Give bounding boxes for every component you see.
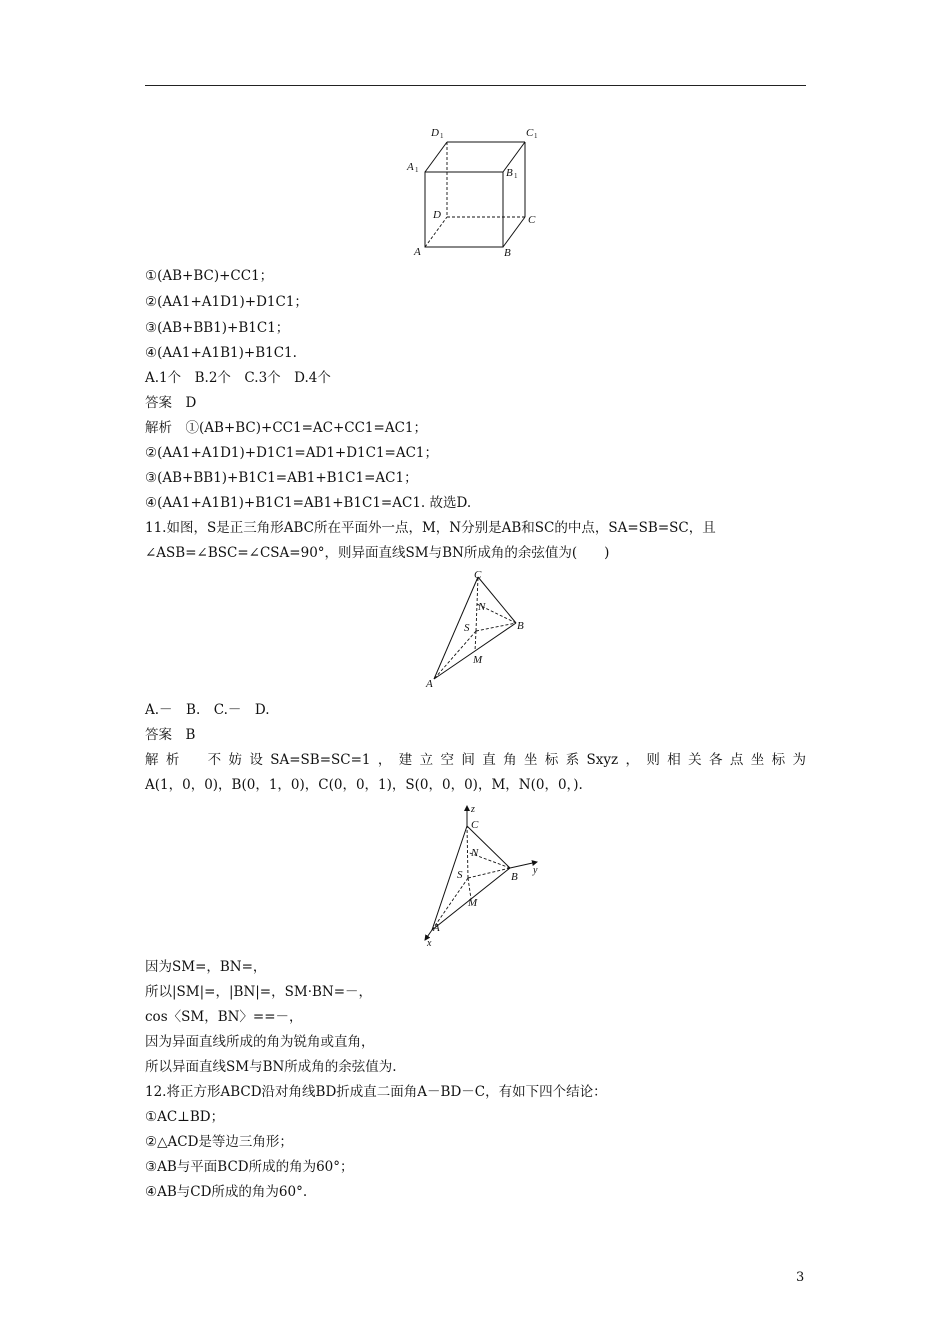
axes-figure bbox=[415, 800, 545, 948]
label-C1-sub: 1 bbox=[534, 132, 538, 140]
axis-label-x: x bbox=[427, 938, 432, 948]
label-C: C bbox=[528, 214, 536, 226]
label-C: C bbox=[471, 819, 479, 831]
text-line: 所以异面直线SM与BN所成角的余弦值为. bbox=[145, 1059, 397, 1075]
label-N: N bbox=[478, 601, 486, 613]
text-line: ①AC⊥BD； bbox=[145, 1109, 225, 1125]
text-line: cos〈SM，BN〉==－， bbox=[145, 1009, 303, 1025]
text-line: ②△ACD是等边三角形； bbox=[145, 1134, 293, 1150]
text-line: 解析 ①(AB+BC)+CC1=AC+CC1=AC1； bbox=[145, 420, 428, 436]
text-line: 答案 D bbox=[145, 395, 197, 411]
label-N: N bbox=[471, 847, 479, 859]
text-line: 因为异面直线所成的角为锐角或直角， bbox=[145, 1034, 375, 1050]
label-M: M bbox=[468, 897, 478, 909]
label-B: B bbox=[517, 620, 524, 632]
text-line: 11.如图，S是正三角形ABC所在平面外一点，M，N分别是AB和SC的中点，SA=SB=SC，且 bbox=[145, 520, 716, 536]
label-A1: A bbox=[407, 161, 414, 173]
label-B: B bbox=[504, 247, 511, 259]
text-line: ④AB与CD所成的角为60°. bbox=[145, 1184, 308, 1200]
text-line: 12.将正方形ABCD沿对角线BD折成直二面角A－BD－C，有如下四个结论： bbox=[145, 1084, 607, 1100]
label-D: D bbox=[433, 209, 441, 221]
cube-figure bbox=[405, 122, 555, 262]
text-line: ②(AA1+A1D1)+D1C1； bbox=[145, 294, 308, 310]
pyramid-figure bbox=[420, 565, 535, 690]
label-B1-sub: 1 bbox=[514, 172, 518, 180]
text-line: ①(AB+BC)+CC1； bbox=[145, 268, 274, 284]
text-line: A.1个 B.2个 C.3个 D.4个 bbox=[145, 370, 331, 386]
label-B1: B bbox=[506, 167, 513, 179]
text-line: ③AB与平面BCD所成的角为60°； bbox=[145, 1159, 354, 1175]
label-A1-sub: 1 bbox=[415, 166, 419, 174]
page-number: 3 bbox=[796, 1270, 805, 1285]
text-line: ④(AA1+A1B1)+B1C1=AB1+B1C1=AC1. 故选D. bbox=[145, 495, 472, 511]
label-S: S bbox=[464, 622, 470, 634]
label-D1-sub: 1 bbox=[440, 132, 444, 140]
text-line: 答案 B bbox=[145, 727, 196, 743]
text-line: ③(AB+BB1)+B1C1； bbox=[145, 320, 290, 336]
label-C: C bbox=[474, 569, 482, 581]
label-A: A bbox=[426, 678, 433, 690]
text-line: ②(AA1+A1D1)+D1C1=AD1+D1C1=AC1； bbox=[145, 445, 439, 461]
label-A: A bbox=[433, 922, 440, 934]
label-D1: D bbox=[431, 127, 439, 139]
text-line: 解析 不妨设SA=SB=SC=1，建立空间直角坐标系Sxyz，则相关各点坐标为 bbox=[145, 752, 806, 768]
text-line: A(1，0，0)，B(0，1，0)，C(0，0，1)，S(0，0，0)，M，N(0，0，). bbox=[145, 777, 583, 793]
text-line: 所以|SM|=，|BN|=，SM·BN=－， bbox=[145, 984, 373, 1000]
axis-label-z: z bbox=[471, 804, 475, 815]
label-M: M bbox=[473, 654, 483, 666]
label-A: A bbox=[414, 246, 421, 258]
text-line: ③(AB+BB1)+B1C1=AB1+B1C1=AC1； bbox=[145, 470, 418, 486]
text-line: 因为SM=，BN=， bbox=[145, 959, 267, 975]
label-C1: C bbox=[526, 127, 534, 139]
label-S: S bbox=[457, 869, 463, 881]
text-line: A.－ B. C.－ D. bbox=[145, 702, 270, 718]
axis-label-y: y bbox=[533, 865, 538, 876]
text-line: ④(AA1+A1B1)+B1C1. bbox=[145, 345, 297, 361]
text-line: ∠ASB=∠BSC=∠CSA=90°，则异面直线SM与BN所成角的余弦值为( ) bbox=[145, 545, 610, 561]
label-B: B bbox=[511, 871, 518, 883]
header-rule bbox=[145, 85, 806, 86]
